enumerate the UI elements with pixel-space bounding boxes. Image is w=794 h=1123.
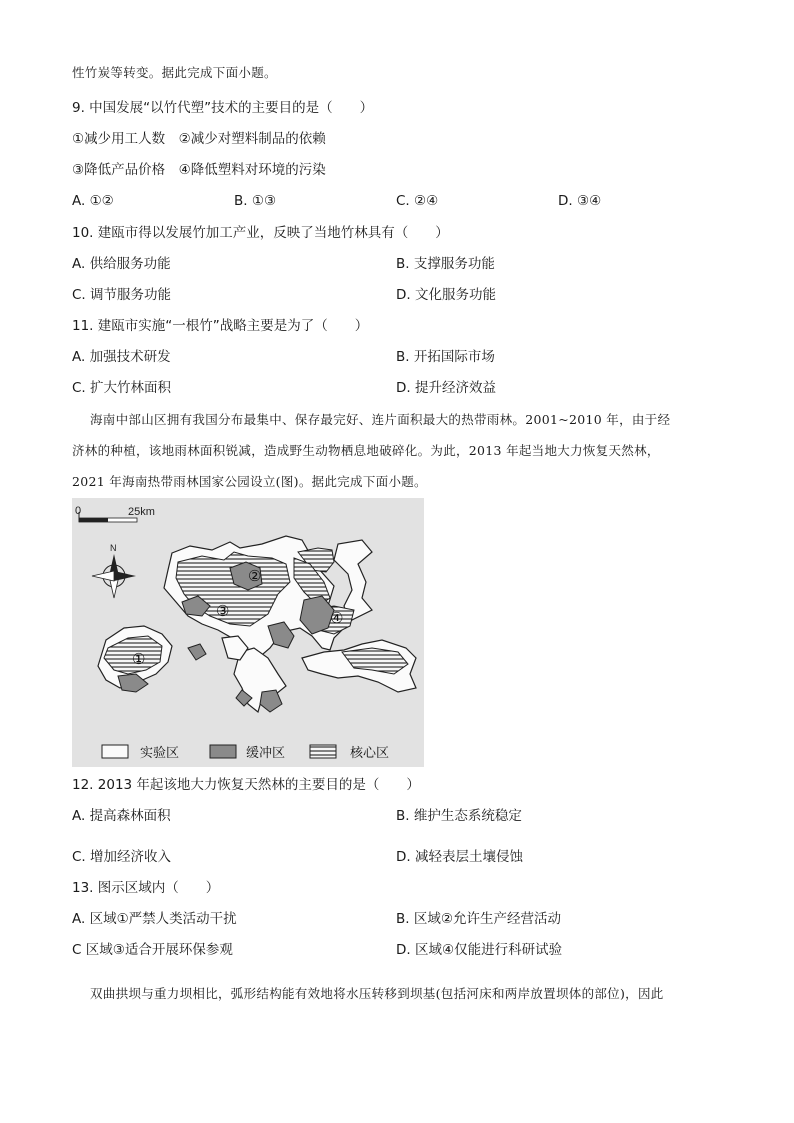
q12-option-b: B. 维护生态系统稳定: [396, 808, 522, 824]
passage-line: 济林的种植，该地雨林面积锐减，造成野生动物栖息地破碎化。为此，2013 年起当地大力恢复天然林，: [72, 443, 660, 458]
q9-option-a: A. ①②: [72, 193, 114, 209]
q9-option-b: B. ①③: [234, 193, 277, 209]
legend-buffer: 缓冲区: [246, 745, 286, 760]
national-park-map: [72, 498, 424, 767]
next-passage-line: 双曲拱坝与重力坝相比，弧形结构能有效地将水压转移到坝基(包括河床和两岸放置坝体的部位)，因此: [90, 986, 664, 1001]
q12-option-d: D. 减轻表层土壤侵蚀: [396, 849, 523, 865]
q11-stem: 11. 建瓯市实施“一根竹”战略主要是为了（ ）: [72, 318, 369, 334]
passage-line: 2021 年海南热带雨林国家公园设立(图)。据此完成下面小题。: [72, 474, 427, 489]
passage-line: 海南中部山区拥有我国分布最集中、保存最完好、连片面积最大的热带雨林。2001~2010 年，由于经: [90, 412, 671, 427]
q11-option-c: C. 扩大竹林面积: [72, 380, 172, 396]
q13-option-c: C 区域③适合开展环保参观: [72, 942, 233, 958]
q10-stem: 10. 建瓯市得以发展竹加工产业，反映了当地竹林具有（ ）: [72, 225, 449, 241]
q13-option-a: A. 区域①严禁人类活动干扰: [72, 911, 237, 927]
q13-option-d: D. 区域④仅能进行科研试验: [396, 942, 563, 958]
legend-experimental: 实验区: [140, 745, 180, 760]
q10-option-b: B. 支撑服务功能: [396, 256, 495, 272]
q11-option-a: A. 加强技术研发: [72, 349, 171, 365]
q12-stem: 12. 2013 年起该地大力恢复天然林的主要目的是（ ）: [72, 777, 420, 793]
q12-option-a: A. 提高森林面积: [72, 808, 171, 824]
q9-statement: ③降低产品价格 ④降低塑料对环境的污染: [72, 162, 326, 178]
passage-continuation: 性竹炭等转变。据此完成下面小题。: [72, 65, 277, 80]
q9-option-d: D. ③④: [558, 193, 602, 209]
q9-statement: ①减少用工人数 ②减少对塑料制品的依赖: [72, 131, 326, 147]
q9-option-c: C. ②④: [396, 193, 439, 209]
q13-stem: 13. 图示区域内（ ）: [72, 880, 220, 896]
region-label-1: ①: [132, 651, 146, 668]
north-label: N: [110, 543, 117, 553]
region-label-4: ④: [330, 610, 344, 627]
q13-option-b: B. 区域②允许生产经营活动: [396, 911, 561, 927]
scale-distance-label: 25km: [128, 506, 155, 518]
scale-zero-label: 0: [75, 505, 82, 517]
q12-option-c: C. 增加经济收入: [72, 849, 172, 865]
q10-option-c: C. 调节服务功能: [72, 287, 172, 303]
q11-option-b: B. 开拓国际市场: [396, 349, 495, 365]
q9-stem: 9. 中国发展“以竹代塑”技术的主要目的是（ ）: [72, 100, 374, 116]
q10-option-d: D. 文化服务功能: [396, 287, 496, 303]
q11-option-d: D. 提升经济效益: [396, 380, 496, 396]
region-label-2: ②: [248, 568, 262, 585]
legend-core: 核心区: [350, 745, 390, 760]
region-label-3: ③: [216, 603, 230, 620]
q10-option-a: A. 供给服务功能: [72, 256, 171, 272]
